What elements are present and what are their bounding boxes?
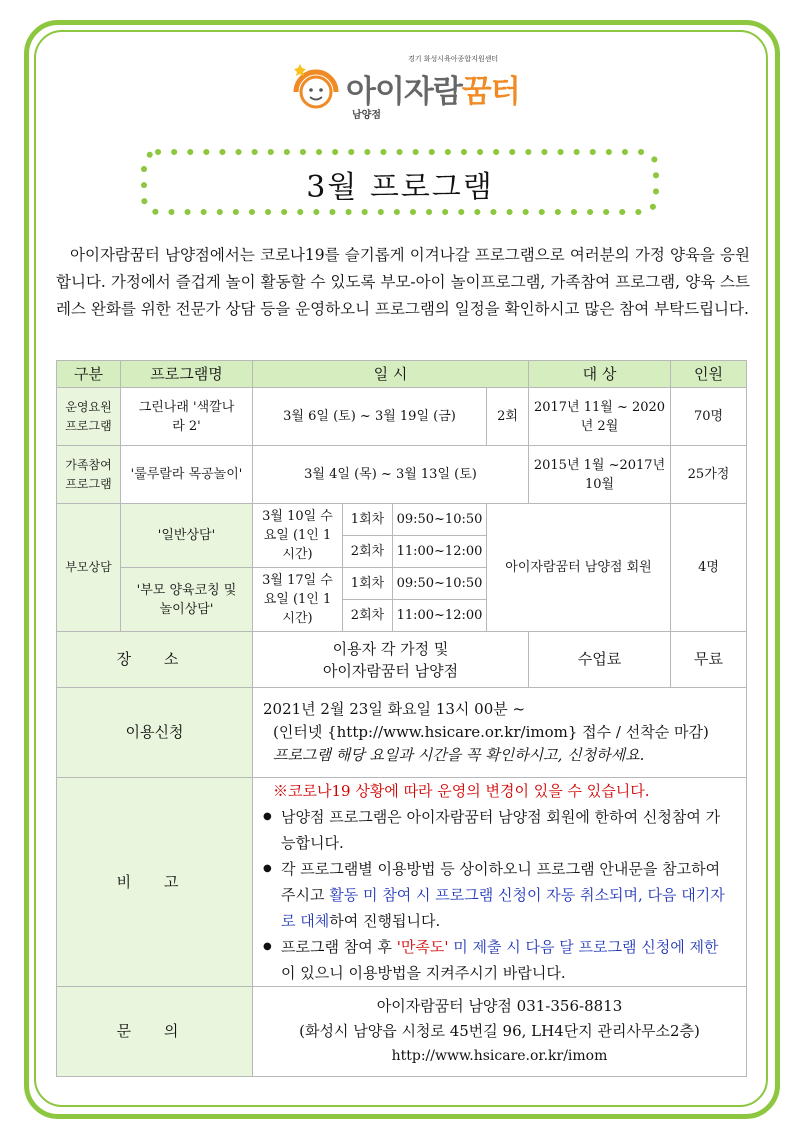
notes-label: 비 고 xyxy=(57,778,253,987)
row3-session2-b: 2회차 xyxy=(343,600,393,632)
header-target: 대 상 xyxy=(529,361,671,388)
contact-label: 문 의 xyxy=(57,987,253,1077)
row3-session1-b: 1회차 xyxy=(343,568,393,600)
fee-label: 수업료 xyxy=(529,632,671,688)
notes-item-1-text: 남양점 프로그램은 아이자람꿈터 남양점 회원에 한하여 신청참여 가능합니다. xyxy=(281,808,721,852)
table-row xyxy=(57,504,747,536)
row1-target: 2017년 11월 ~ 2020년 2월 xyxy=(529,388,671,446)
notes-warning: ※코로나19 상황에 따라 운영의 변경이 있을 수 있습니다. xyxy=(273,782,650,800)
place-label: 장 소 xyxy=(57,632,253,688)
header-date: 일 시 xyxy=(253,361,529,388)
table-row xyxy=(57,688,747,778)
row3-session1-a: 1회차 xyxy=(343,504,393,536)
logo-organization: 경기 화성시육아종합지원센터 xyxy=(408,55,499,63)
row3-date-a: 3월 10일 수요일 (1인 1시간) xyxy=(253,504,343,568)
apply-line1: 2021년 2월 23일 화요일 13시 00분 ~ xyxy=(263,700,526,718)
table-row xyxy=(57,446,747,504)
intro-paragraph: 아이자람꿈터 남양점에서는 코로나19를 슬기롭게 이겨나갈 프로그램으로 여러분의 가정 양육을 응원합니다. 가정에서 즐겁게 놀이 활동할 수 있도록 부모-아이 놀이프로그램, 가족참여 프로그램, 양육 스트레스 완화를 위한 전문가 상담 등을 운영하오니 프로그램의 일정을 확인하시고 많은 참여 부탁드립니다. xyxy=(56,246,750,318)
child-face-icon xyxy=(288,58,344,114)
row3-program-b: '부모 양육코칭 및 놀이상담' xyxy=(121,568,253,632)
row2-program: '룰루랄라 목공놀이' xyxy=(121,446,253,504)
contact-line2: (화성시 남양읍 시청로 45번길 96, LH4단지 관리사무소2층) xyxy=(299,1022,700,1040)
row1-people: 70명 xyxy=(671,388,747,446)
row1-program: 그린나래 '색깔나라 2' xyxy=(121,388,253,446)
logo-text-part2: 꿈터 xyxy=(461,74,520,110)
header-category: 구분 xyxy=(57,361,121,388)
program-table xyxy=(56,360,747,1077)
notes-item-3c: 미 제출 시 다음 달 프로그램 신청에 제한 xyxy=(448,938,719,956)
contact-line1: 아이자람꿈터 남양점 031-356-8813 xyxy=(376,997,623,1015)
row3-session2-a: 2회차 xyxy=(343,536,393,568)
header-program: 프로그램명 xyxy=(121,361,253,388)
table-row xyxy=(57,388,747,446)
row1-category: 운영요원 프로그램 xyxy=(57,388,121,446)
row3-program-a: '일반상담' xyxy=(121,504,253,568)
place-value-line1: 이용자 각 가정 및 xyxy=(332,639,449,658)
row1-date: 3월 6일 (토) ~ 3월 19일 (금) xyxy=(253,388,487,446)
contact-value xyxy=(253,987,747,1077)
logo-text-part1: 아이자람 xyxy=(346,74,462,110)
apply-label: 이용신청 xyxy=(57,688,253,778)
table-header-row xyxy=(57,361,747,388)
fee-value: 무료 xyxy=(671,632,747,688)
notes-item-2 xyxy=(253,856,746,934)
row1-count: 2회 xyxy=(487,388,529,446)
notes-item-3 xyxy=(253,934,746,986)
row3-category: 부모상담 xyxy=(57,504,121,632)
notes-item-2c: 하여 진행됩니다. xyxy=(329,912,441,930)
row3-time2-b: 11:00~12:00 xyxy=(393,600,487,632)
place-value-line2: 아이자람꿈터 남양점 xyxy=(322,661,459,680)
contact-line3[interactable]: http://www.hsicare.or.kr/imom xyxy=(391,1048,608,1064)
row2-target: 2015년 1월 ~2017년 10월 xyxy=(529,446,671,504)
table-row xyxy=(57,632,747,688)
row2-category: 가족참여 프로그램 xyxy=(57,446,121,504)
apply-line3: 프로그램 해당 요일과 시간을 꼭 확인하시고, 신청하세요. xyxy=(273,746,645,764)
row3-time1-b: 09:50~10:50 xyxy=(393,568,487,600)
row2-people: 25가정 xyxy=(671,446,747,504)
notes-list xyxy=(253,804,746,986)
logo-text xyxy=(346,66,520,111)
row3-time2-a: 11:00~12:00 xyxy=(393,536,487,568)
notes-item-3d: 이 있으니 이용방법을 지켜주시기 바랍니다. xyxy=(281,964,566,982)
row3-people: 4명 xyxy=(671,504,747,632)
notes-value xyxy=(253,778,747,987)
logo xyxy=(288,52,528,122)
row3-time1-a: 09:50~10:50 xyxy=(393,504,487,536)
notes-item-2b: 활동 미 참여 시 프로그램 신청이 자동 취소되며, 다음 대기자로 대체 xyxy=(281,886,725,930)
notes-item-3a: 프로그램 참여 후 xyxy=(281,938,397,956)
apply-value xyxy=(253,688,747,778)
page-title: 3월 프로그램 xyxy=(306,170,494,205)
header-people: 인원 xyxy=(671,361,747,388)
place-value xyxy=(253,632,529,688)
notes-item-2a: 각 프로그램별 이용방법 등 상이하오니 프로그램 안내문을 참고하여 주시고 xyxy=(281,860,721,904)
notes-item-1 xyxy=(253,804,746,856)
row3-target: 아이자람꿈터 남양점 회원 xyxy=(487,504,671,632)
title-box xyxy=(140,148,660,216)
table-row xyxy=(57,778,747,987)
notes-item-3b: '만족도' xyxy=(396,938,449,956)
table-row xyxy=(57,987,747,1077)
logo-branch: 남양점 xyxy=(352,110,381,121)
row3-date-b: 3월 17일 수요일 (1인 1시간) xyxy=(253,568,343,632)
apply-line2: (인터넷 {http://www.hsicare.or.kr/imom} 접수 / 선착순 마감) xyxy=(273,723,709,741)
row2-date: 3월 4일 (목) ~ 3월 13일 (토) xyxy=(253,446,529,504)
